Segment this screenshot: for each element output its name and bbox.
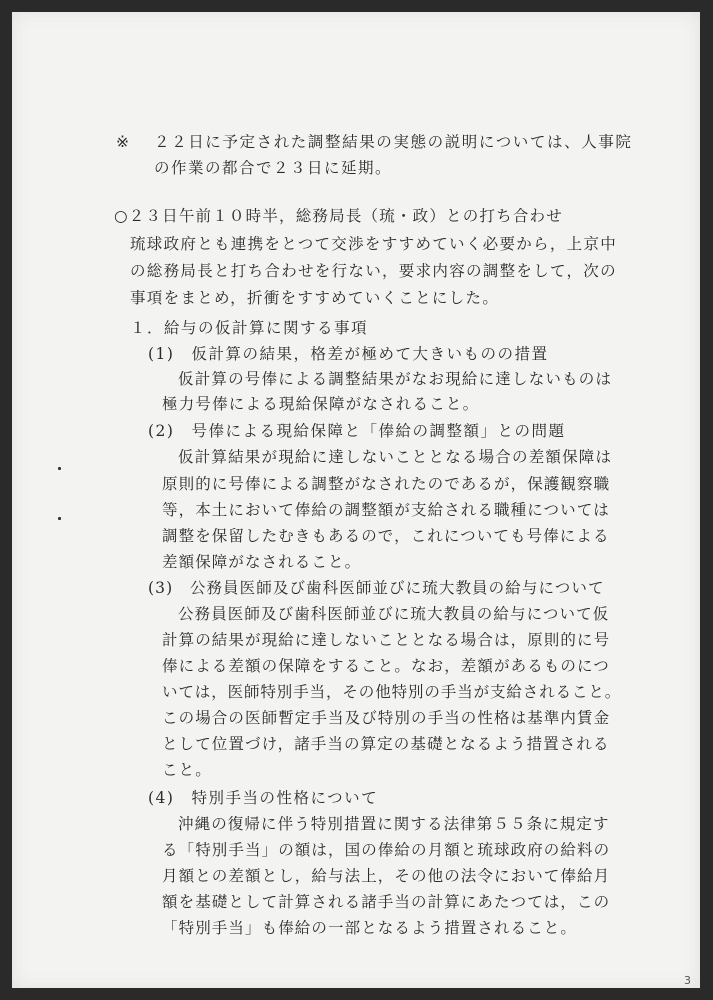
meeting-heading: ○２３日午前１０時半，総務局長（琉・政）との打ち合わせ — [114, 207, 563, 225]
item-body-line: 「特別手当」も俸給の一部となるよう措置されること。 — [162, 919, 578, 937]
item-body-line: 調整を保留したむきもあるので，これについても号俸による — [162, 527, 610, 545]
item-body-line: 月額との差額とし，給与法上，その他の法令において俸給月 — [162, 867, 611, 885]
item-body-line: る「特別手当」の額は，国の俸給の月額と琉球政府の給料の — [162, 841, 611, 859]
item-body-line: 俸による差額の保障をすること。なお，差額があるものにつ — [162, 657, 610, 675]
notice-line: の作業の都合で２３日に延期。 — [154, 159, 393, 177]
item-label: (2) 号俸による現給保障と「俸給の調整額」との問題 — [148, 422, 566, 440]
item-body-line: 仮計算結果が現給に達しないこととなる場合の差額保障は — [178, 448, 613, 466]
item-body-line: 額を基礎として計算される諸手当の計算にあたつては，この — [162, 893, 611, 911]
item-body-line: 等，本土において俸給の調整額が支給される職種については — [162, 501, 610, 519]
item-body-line: 差額保障がなされること。 — [162, 553, 362, 571]
item-body-line: こと。 — [162, 761, 212, 779]
notice-line: ２２日に予定された調整結果の実態の説明については、人事院 — [154, 133, 633, 151]
item-body-line: 沖縄の復帰に伴う特別措置に関する法律第５５条に規定す — [178, 815, 610, 833]
item-body-line: 仮計算の号俸による調整結果がなお現給に達しないものは — [178, 370, 613, 388]
item-label: (4) 特別手当の性格について — [148, 789, 379, 807]
item-body-line: として位置づけ，諸手当の算定の基礎となるよう措置される — [162, 735, 610, 753]
meeting-line: の総務局長と打ち合わせを行ない，要求内容の調整をして，次の — [130, 262, 617, 280]
item-body-line: 公務員医師及び歯科医師並びに琉大教員の給与について仮 — [178, 605, 610, 623]
binding-mark — [58, 467, 61, 470]
item-body-line: 原則的に号俸による調整がなされたのであるが，保護観察職 — [162, 475, 611, 493]
page-number: 3 — [684, 974, 691, 987]
meeting-line: 琉球政府とも連携をとつて交渉をすすめていく必要から，上京中 — [130, 235, 618, 253]
notice-mark: ※ — [116, 133, 131, 151]
item-body-line: この場合の医師暫定手当及び特別の手当の性格は基準内賃金 — [162, 709, 611, 727]
item-label: (1) 仮計算の結果，格差が極めて大きいものの措置 — [148, 345, 549, 363]
item-label: (3) 公務員医師及び歯科医師並びに琉大教員の給与について — [148, 579, 605, 597]
section-title: １．給与の仮計算に関する事項 — [130, 319, 369, 337]
item-body-line: 計算の結果が現給に達しないこととなる場合は，原則的に号 — [162, 631, 611, 649]
document-page — [12, 12, 700, 988]
binding-mark — [58, 517, 61, 520]
item-body-line: いては，医師特別手当，その他特別の手当が支給されること。 — [162, 683, 622, 701]
item-body-line: 極力号俸による現給保障がなされること。 — [162, 395, 480, 413]
meeting-line: 事項をまとめ，折衝をすすめていくことにした。 — [130, 289, 500, 307]
